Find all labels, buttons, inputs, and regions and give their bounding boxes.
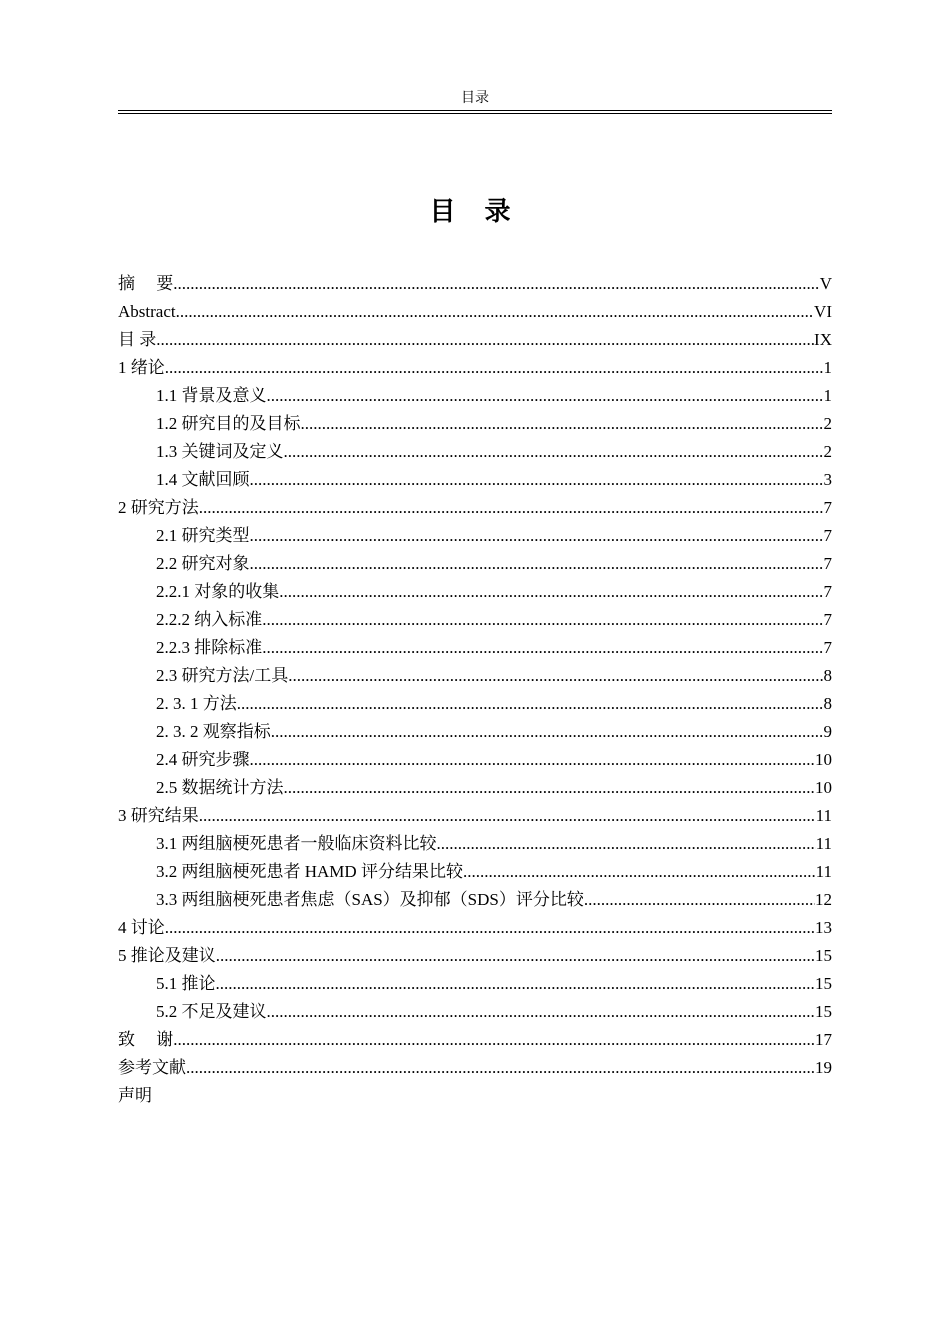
toc-entry-page-number: 10 (815, 778, 832, 797)
toc-entry-label: 2.1 研究类型 (156, 526, 250, 545)
table-of-contents (118, 270, 832, 1110)
toc-entry[interactable] (118, 410, 832, 438)
toc-entry[interactable] (118, 1026, 832, 1054)
toc-entry[interactable] (118, 550, 832, 578)
toc-entry-label: 4 讨论 (118, 918, 165, 937)
toc-entry-page-number: 11 (815, 806, 832, 825)
toc-entry-label: 3.1 两组脑梗死患者一般临床资料比较 (156, 834, 437, 853)
toc-entry-label: 1.3 关键词及定义 (156, 442, 284, 461)
toc-entry[interactable] (118, 718, 832, 746)
toc-entry[interactable] (118, 746, 832, 774)
toc-dot-leader (165, 354, 824, 382)
toc-entry-label: 声明 (118, 1086, 152, 1105)
toc-entry-label: 2.2 研究对象 (156, 554, 250, 573)
toc-entry-label: 5 推论及建议 (118, 946, 216, 965)
toc-dot-leader (284, 774, 816, 802)
toc-entry-page-number: 9 (823, 722, 832, 741)
toc-entry-label: 3 研究结果 (118, 806, 199, 825)
toc-entry-page-number: 7 (823, 582, 832, 601)
toc-entry[interactable] (118, 494, 832, 522)
toc-entry-page-number: 2 (823, 414, 832, 433)
toc-dot-leader (437, 830, 816, 858)
toc-entry-label: 2. 3. 2 观察指标 (156, 722, 271, 741)
toc-entry-page-number: 7 (823, 638, 832, 657)
toc-entry-label: 1.4 文献回顾 (156, 470, 250, 489)
toc-dot-leader (288, 662, 823, 690)
toc-dot-leader (279, 578, 823, 606)
toc-entry-label: 2.2.1 对象的收集 (156, 582, 280, 601)
toc-entry-page-number: 7 (823, 498, 832, 517)
toc-entry-page-number: VI (814, 302, 832, 321)
toc-dot-leader (176, 298, 814, 326)
toc-title: 目 录 (429, 197, 521, 227)
toc-dot-leader (271, 718, 824, 746)
toc-dot-leader (156, 326, 814, 354)
toc-entry-label: 2.2.3 排除标准 (156, 638, 263, 657)
toc-entry[interactable] (118, 970, 832, 998)
toc-entry-label: 1.1 背景及意义 (156, 386, 267, 405)
toc-dot-leader (250, 522, 824, 550)
toc-entry[interactable] (118, 942, 832, 970)
toc-entry-page-number: 2 (823, 442, 832, 461)
toc-entry-page-number: IX (814, 330, 832, 349)
toc-entry-page-number: 7 (823, 526, 832, 545)
toc-dot-leader (250, 746, 816, 774)
toc-entry-label: 2.2.2 纳入标准 (156, 610, 263, 629)
toc-entry[interactable] (118, 438, 832, 466)
toc-dot-leader (584, 886, 815, 914)
toc-dot-leader (199, 494, 824, 522)
page-header: 目录 (461, 91, 489, 106)
toc-entry[interactable] (118, 1054, 832, 1082)
toc-entry-page-number: 13 (815, 918, 832, 937)
toc-entry[interactable] (118, 270, 832, 298)
toc-entry-page-number: 15 (815, 1002, 832, 1021)
toc-entry-label: 致 谢 (118, 1030, 174, 1049)
toc-entry-label: 1.2 研究目的及目标 (156, 414, 301, 433)
toc-entry[interactable] (118, 830, 832, 858)
toc-entry[interactable] (118, 886, 832, 914)
toc-dot-leader (301, 410, 824, 438)
toc-entry-page-number: 8 (823, 666, 832, 685)
toc-entry[interactable] (118, 382, 832, 410)
toc-dot-leader (199, 802, 816, 830)
toc-entry[interactable] (118, 774, 832, 802)
toc-entry-page-number: 1 (823, 386, 832, 405)
toc-entry-label: 2 研究方法 (118, 498, 199, 517)
toc-entry-page-number: 17 (815, 1030, 832, 1049)
toc-entry-label: 参考文献 (118, 1058, 186, 1077)
toc-entry-label: 1 绪论 (118, 358, 165, 377)
toc-dot-leader (173, 1026, 815, 1054)
toc-entry-label: 5.1 推论 (156, 974, 216, 993)
toc-entry-page-number: 1 (823, 358, 832, 377)
toc-entry-page-number: 8 (823, 694, 832, 713)
toc-dot-leader (284, 438, 824, 466)
toc-entry-page-number: 15 (815, 974, 832, 993)
toc-entry-label: 3.3 两组脑梗死患者焦虑（SAS）及抑郁（SDS）评分比较 (156, 890, 584, 909)
toc-entry[interactable] (118, 578, 832, 606)
toc-entry-label: 2. 3. 1 方法 (156, 694, 237, 713)
toc-entry-label: Abstract (118, 302, 176, 321)
toc-entry-page-number: 7 (823, 554, 832, 573)
toc-dot-leader (250, 466, 824, 494)
toc-entry-label: 2.3 研究方法/工具 (156, 666, 289, 685)
header-rule (118, 110, 832, 114)
toc-dot-leader (267, 998, 816, 1026)
toc-entry[interactable] (118, 298, 832, 326)
toc-dot-leader (165, 914, 815, 942)
toc-entry[interactable] (118, 326, 832, 354)
toc-entry[interactable] (118, 998, 832, 1026)
toc-dot-leader (267, 382, 824, 410)
toc-entry[interactable] (118, 662, 832, 690)
toc-entry-label: 2.5 数据统计方法 (156, 778, 284, 797)
toc-entry[interactable] (118, 634, 832, 662)
toc-dot-leader (463, 858, 816, 886)
toc-dot-leader (262, 634, 823, 662)
toc-entry[interactable] (118, 354, 832, 382)
toc-entry[interactable] (118, 1082, 832, 1110)
toc-entry-page-number: 10 (815, 750, 832, 769)
toc-entry-page-number: 12 (815, 890, 832, 909)
toc-entry-page-number: 11 (815, 862, 832, 881)
toc-entry-label: 目 录 (118, 330, 157, 349)
toc-entry-page-number: 15 (815, 946, 832, 965)
toc-entry-page-number: 19 (815, 1058, 832, 1077)
toc-dot-leader (237, 690, 824, 718)
toc-entry[interactable] (118, 858, 832, 886)
toc-entry-page-number: 3 (823, 470, 832, 489)
toc-entry[interactable] (118, 466, 832, 494)
toc-dot-leader (216, 942, 815, 970)
toc-dot-leader (250, 550, 824, 578)
toc-entry[interactable] (118, 606, 832, 634)
toc-entry-label: 3.2 两组脑梗死患者 HAMD 评分结果比较 (156, 862, 463, 881)
toc-entry-page-number: 11 (815, 834, 832, 853)
toc-entry-page-number: V (819, 274, 832, 293)
toc-entry-label: 5.2 不足及建议 (156, 1002, 267, 1021)
toc-entry[interactable] (118, 690, 832, 718)
toc-entry[interactable] (118, 522, 832, 550)
toc-entry[interactable] (118, 914, 832, 942)
toc-dot-leader (262, 606, 823, 634)
toc-dot-leader (216, 970, 816, 998)
toc-entry[interactable] (118, 802, 832, 830)
toc-entry-label: 摘 要 (118, 274, 174, 293)
toc-entry-page-number: 7 (823, 610, 832, 629)
toc-dot-leader (173, 270, 819, 298)
toc-entry-label: 2.4 研究步骤 (156, 750, 250, 769)
toc-dot-leader (186, 1054, 815, 1082)
